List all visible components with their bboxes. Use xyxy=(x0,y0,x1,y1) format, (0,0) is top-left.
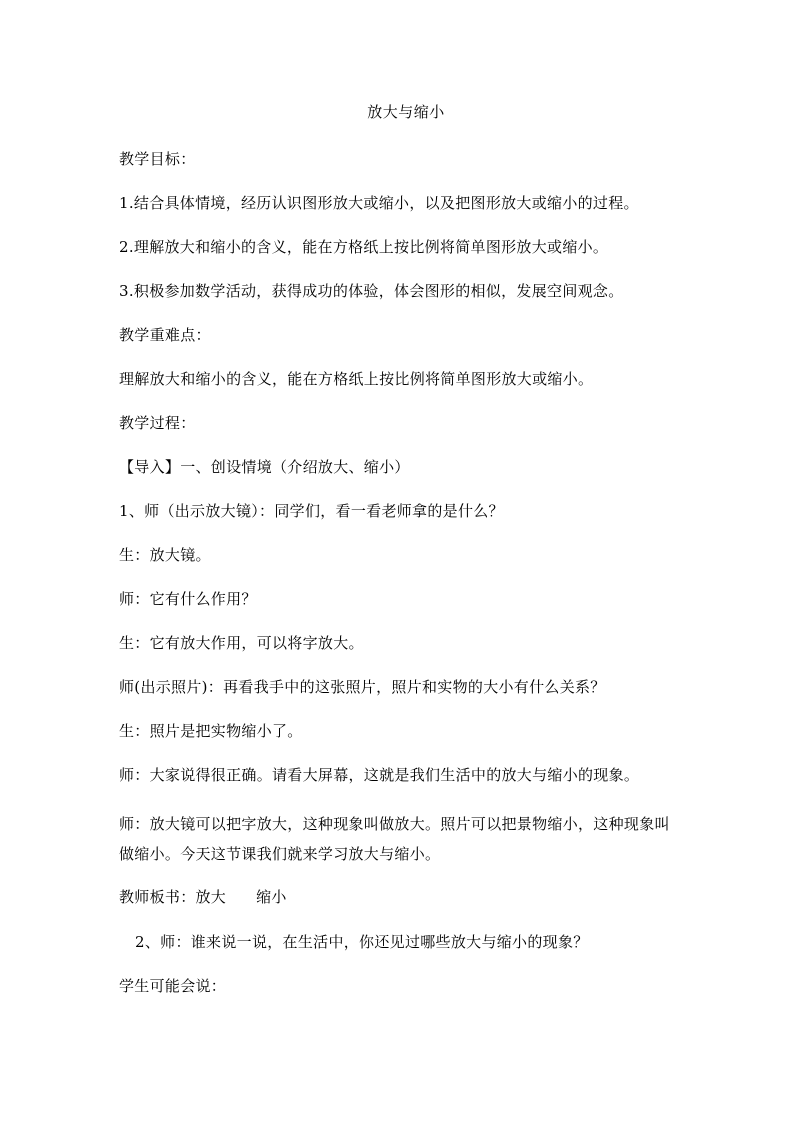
goals-heading: 教学目标： xyxy=(119,150,196,168)
goal-item-2: 2.理解放大和缩小的含义，能在方格纸上按比例将简单图形放大或缩小。 xyxy=(119,238,609,256)
board-word-2: 缩小 xyxy=(256,888,287,906)
document-title: 放大与缩小 xyxy=(367,103,445,121)
process-heading: 教学过程： xyxy=(119,414,196,432)
key-points-heading: 教学重难点： xyxy=(119,326,211,344)
dialogue-line: 师(出示照片)：再看我手中的这张照片，照片和实物的大小有什么关系？ xyxy=(119,678,606,696)
intro-section-heading: 【导入】一、创设情境（介绍放大、缩小） xyxy=(119,458,410,476)
dialogue-line: 生：放大镜。 xyxy=(119,546,211,564)
dialogue-line: 生：照片是把实物缩小了。 xyxy=(119,722,303,740)
board-label: 教师板书：放大 xyxy=(119,888,227,906)
dialogue-line: 1、师（出示放大镜）：同学们，看一看老师拿的是什么？ xyxy=(119,502,504,520)
dialogue-line: 师：大家说得很正确。请看大屏幕，这就是我们生活中的放大与缩小的现象。 xyxy=(119,766,640,784)
dialogue-paragraph: 师：放大镜可以把字放大，这种现象叫做放大。照片可以把景物缩小，这种现象叫做缩小。今天这节课我们就来学习放大与缩小。 xyxy=(119,815,670,863)
dialogue-line: 生：它有放大作用，可以将字放大。 xyxy=(119,634,364,652)
dialogue-line: 学生可能会说： xyxy=(119,977,227,995)
goal-item-1: 1.结合具体情境，经历认识图形放大或缩小，以及把图形放大或缩小的过程。 xyxy=(119,194,639,212)
board-writing-line xyxy=(119,887,679,908)
dialogue-line: 2、师：谁来说一说，在生活中，你还见过哪些放大与缩小的现象？ xyxy=(135,933,589,951)
goal-item-3: 3.积极参加数学活动，获得成功的体验，体会图形的相似，发展空间观念。 xyxy=(119,282,624,300)
dialogue-line: 师：它有什么作用？ xyxy=(119,590,257,608)
key-points-text: 理解放大和缩小的含义，能在方格纸上按比例将简单图形放大或缩小。 xyxy=(119,370,594,388)
